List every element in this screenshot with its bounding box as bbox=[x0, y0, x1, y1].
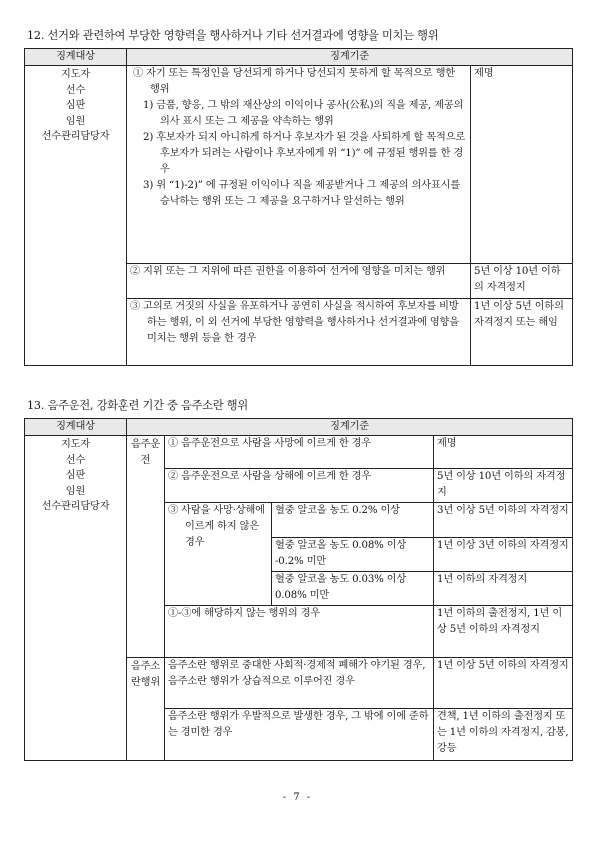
bac-level-3: 혈중 알코올 농도 0.03% 이상 0.08% 미만 bbox=[272, 572, 434, 606]
bac-level-2: 혈중 알코올 농도 0.08% 이상 -0.2% 미만 bbox=[272, 538, 434, 572]
rule-1-penalty: 제명 bbox=[471, 66, 573, 264]
rule-3-penalty: 1년 이상 5년 이하의 자격정지 또는 해임 bbox=[471, 299, 573, 366]
category-disturbance: 음주소란행위 bbox=[127, 658, 165, 761]
header-standard: 징계기준 bbox=[127, 49, 573, 66]
disturbance-rule-2-penalty: 견책, 1년 이하의 출전정지 또는 1년 이하의 자격정지, 감봉, 강등 bbox=[434, 709, 573, 761]
subject-referee: 심판 bbox=[65, 100, 86, 111]
dd-other-penalty: 1년 이하의 출전정지, 1년 이상 5년 이하의 자격정지 bbox=[434, 606, 573, 658]
header-standard: 징계기준 bbox=[127, 419, 573, 436]
section-13-title: 13. 음주운전, 강화훈련 기간 중 음주소란 행위 bbox=[27, 399, 249, 412]
disturbance-rule-2-text: 음주소란 행위가 우발적으로 발생한 경우, 그 밖에 이에 준하는 경미한 경우 bbox=[165, 709, 434, 761]
rule-2-text: ② 지위 또는 그 지위에 따른 권한을 이용하여 선거에 영향을 미치는 행위 bbox=[127, 264, 471, 299]
header-target: 징계대상 bbox=[25, 419, 127, 436]
rule-2-penalty: 5년 이상 10년 이하의 자격정지 bbox=[471, 264, 573, 299]
bac-level-2-penalty: 1년 이상 3년 이하의 자격정지 bbox=[434, 538, 573, 572]
disturbance-rule-1-penalty: 1년 이상 5년 이하의 자격정지 bbox=[434, 658, 573, 709]
category-drunk-driving: 음주운전 bbox=[127, 436, 165, 658]
dd-rule-2-text: ② 음주운전으로 사람을 상해에 이르게 한 경우 bbox=[165, 469, 434, 503]
disturbance-rule-1-text: 음주소란 행위로 중대한 사회적·경제적 폐해가 야기된 경우, 음주소란 행위가 상습적으로 이루어진 경우 bbox=[165, 658, 434, 709]
subject-list bbox=[25, 66, 127, 366]
section-12-table bbox=[24, 48, 573, 366]
subject-player: 선수 bbox=[65, 454, 86, 466]
bac-level-1-penalty: 3년 이상 5년 이하의 자격정지 bbox=[434, 503, 573, 538]
bac-level-3-penalty: 1년 이하의 자격정지 bbox=[434, 572, 573, 606]
rule-1-cell bbox=[127, 66, 471, 264]
subject-referee: 심판 bbox=[65, 470, 86, 481]
section-12-title: 12. 선거와 관련하여 부당한 영향력을 행사하거나 기타 선거결과에 영향을 미치는 행위 bbox=[27, 29, 439, 42]
header-target: 징계대상 bbox=[25, 49, 127, 66]
section-13-table bbox=[24, 418, 573, 761]
rule-3-text: ③ 고의로 거짓의 사실을 유포하거나 공연히 사실을 적시하여 후보자를 비방하는 행위, 이 외 선거에 부당한 영향력을 행사하거나 선거결과에 영향을 미치는 행위 등을 한 경우 bbox=[127, 299, 471, 366]
subject-coach: 지도자 bbox=[60, 69, 91, 80]
subject-manager: 선수관리담당자 bbox=[41, 131, 110, 142]
subject-manager: 선수관리담당자 bbox=[41, 501, 110, 512]
dd-rule-3-text: ③ 사람을 사망·상해에 이르게 하지 않은 경우 bbox=[165, 503, 272, 606]
dd-rule-1-text: ① 음주운전으로 사람을 사망에 이르게 한 경우 bbox=[165, 436, 434, 469]
rule-1-sub-1: 1) 금품, 향응, 그 밖의 재산상의 이익이나 공사(公私)의 직을 제공, 제공의 의사 표시 또는 그 제공을 약속하는 행위 bbox=[143, 100, 464, 127]
subject-player: 선수 bbox=[65, 84, 86, 96]
subject-official: 임원 bbox=[65, 115, 86, 127]
rule-1-text: ① 자기 또는 특정인을 당선되게 하거나 당선되지 못하게 할 목적으로 행한 행위 bbox=[133, 68, 455, 95]
rule-1-sub-3: 3) 위 “1)-2)” 에 규정된 이익이나 직을 제공받거나 그 제공의 의사표시를 승낙하는 행위 또는 그 제공을 요구하거나 알선하는 행위 bbox=[143, 180, 461, 207]
rule-1-sub-2: 2) 후보자가 되지 아니하게 하거나 후보자가 된 것을 사퇴하게 할 목적으로 후보자가 되려는 사람이나 후보자에게 위 “1)” 에 규정된 행위를 한 경우 bbox=[143, 132, 466, 175]
bac-level-1: 혈중 알코올 농도 0.2% 이상 bbox=[272, 503, 434, 538]
page-number: - 7 - bbox=[282, 792, 313, 803]
dd-rule-1-penalty: 제명 bbox=[434, 436, 573, 469]
dd-other-text: ①-③에 해당하지 않는 행위의 경우 bbox=[165, 606, 434, 658]
subject-official: 임원 bbox=[65, 485, 86, 497]
dd-rule-2-penalty: 5년 이상 10년 이하의 자격정지 bbox=[434, 469, 573, 503]
subject-list bbox=[25, 436, 127, 761]
subject-coach: 지도자 bbox=[60, 439, 91, 450]
